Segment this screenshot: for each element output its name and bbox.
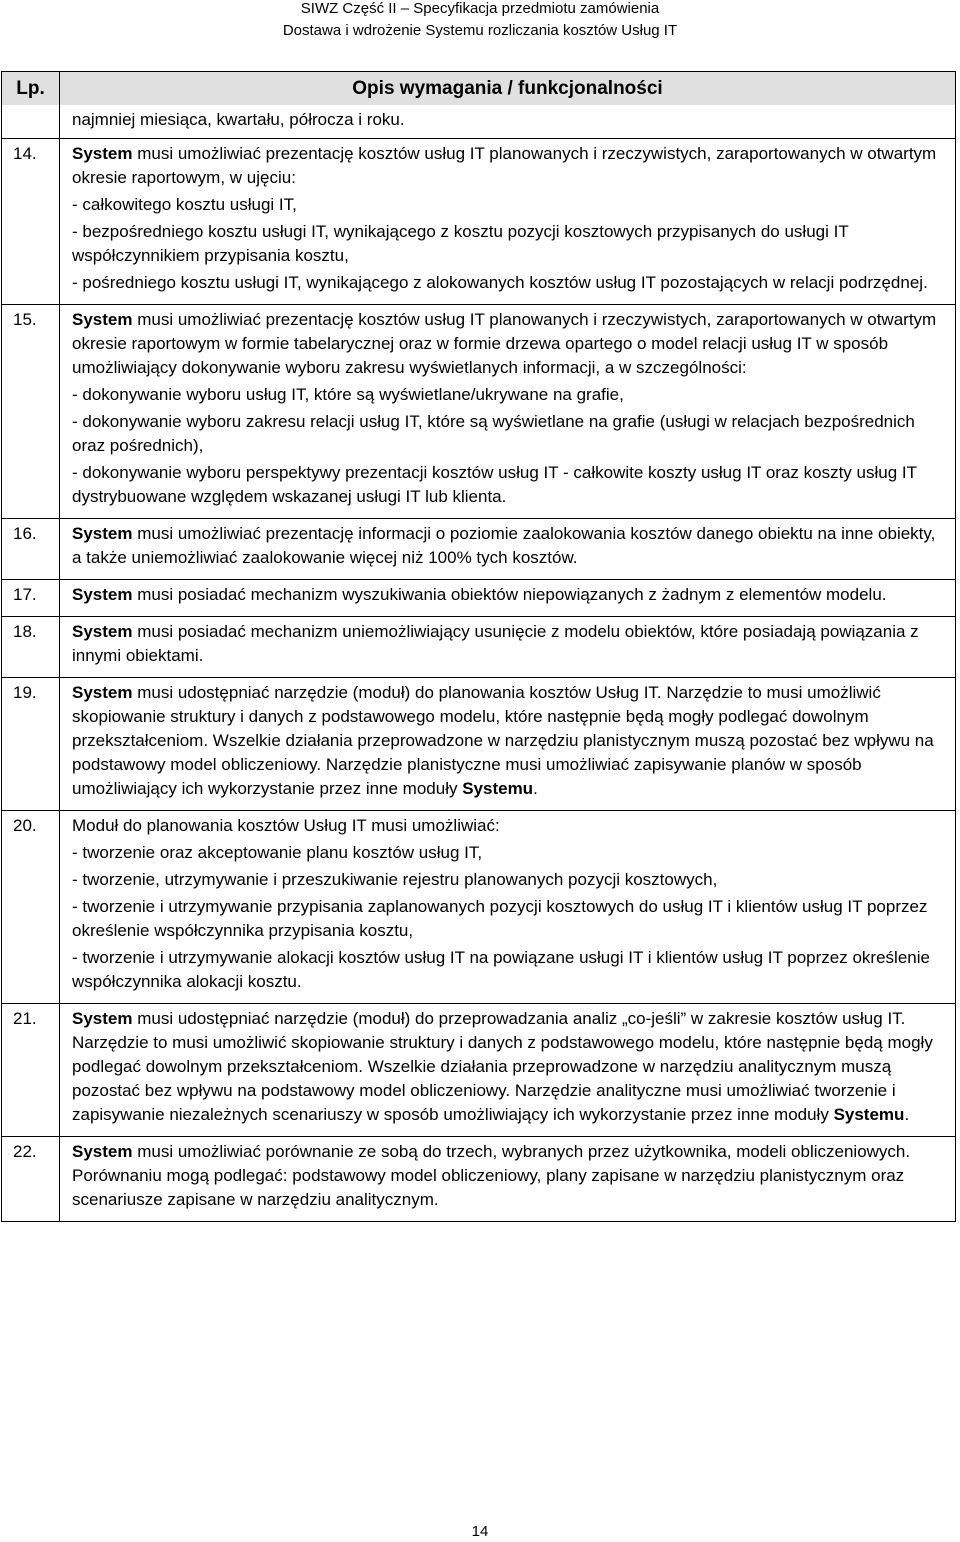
paragraph-text: musi umożliwiać prezentację informacji o poziomie zaalokowania kosztów danego obiektu na inne obiekty, a także uniemożliwiać zaalokowanie więcej niż 100% tych kosztów.	[72, 524, 936, 567]
row-description	[60, 1137, 956, 1222]
row-description	[60, 139, 956, 305]
table-row	[2, 1137, 956, 1222]
requirements-table	[1, 71, 956, 1222]
table-row	[2, 617, 956, 678]
requirement-paragraph	[72, 814, 949, 838]
paragraph-text: musi udostępniać narzędzie (moduł) do przeprowadzania analiz „co-jeśli” w zakresie kosztów usług IT. Narzędzie to musi umożliwić skopiowanie struktury i danych z podstawowego modelu, które następnie będą mogły podlegać dowolnym przekształceniom. Wszelkie działania przeprowadzone w narzędziu analitycznym muszą pozostać bez wpływu na podstawowy model obliczeniowy. Narzędzie analityczne musi umożliwiać tworzenie i zapisywanie niezależnych scenariuszy w sposób umożliwiający ich wykorzystanie przez inne moduły	[72, 1009, 933, 1124]
paragraph-text: - dokonywanie wyboru usług IT, które są wyświetlane/ukrywane na grafie,	[72, 385, 624, 404]
table-row	[2, 139, 956, 305]
requirement-paragraph	[72, 868, 949, 892]
requirement-paragraph	[72, 522, 949, 570]
requirement-paragraph	[72, 383, 949, 407]
row-description	[60, 305, 956, 519]
table-row	[2, 678, 956, 811]
requirement-paragraph	[72, 583, 949, 607]
table-body	[2, 105, 956, 1222]
system-keyword: System	[72, 622, 133, 641]
system-keyword: System	[72, 1142, 133, 1161]
paragraph-tail: .	[904, 1105, 910, 1124]
requirement-paragraph	[72, 1140, 949, 1212]
paragraph-text: - bezpośredniego kosztu usługi IT, wynikającego z kosztu pozycji kosztowych przypisanych do usługi IT współczynnikiem przypisania kosztu,	[72, 222, 849, 265]
paragraph-text: musi udostępniać narzędzie (moduł) do planowania kosztów Usług IT. Narzędzie to musi umożliwić skopiowanie struktury i danych z podstawowego modelu, które następnie będą mogły podlegać dowolnym przekształceniom. Wszelkie działania przeprowadzone w narzędziu planistycznym muszą pozostać bez wpływu na podstawowy model obliczeniowy. Narzędzie planistyczne musi umożliwiać zapisywanie planów w sposób umożliwiający ich wykorzystanie przez inne moduły	[72, 683, 934, 798]
requirement-paragraph	[72, 193, 949, 217]
paragraph-text: Moduł do planowania kosztów Usług IT musi umożliwiać:	[72, 816, 500, 835]
system-keyword: System	[72, 683, 133, 702]
requirement-paragraph	[72, 1007, 949, 1127]
requirement-paragraph	[72, 461, 949, 509]
requirement-paragraph	[72, 271, 949, 295]
column-header-description: Opis wymagania / funkcjonalności	[60, 72, 956, 106]
row-description	[60, 105, 956, 139]
row-description	[60, 519, 956, 580]
system-keyword: Systemu	[462, 779, 534, 798]
system-keyword: System	[72, 310, 133, 329]
requirement-paragraph	[72, 841, 949, 865]
table-row	[2, 1004, 956, 1137]
row-number: 18.	[2, 617, 60, 678]
requirement-paragraph	[72, 946, 949, 994]
system-keyword: Systemu	[833, 1105, 905, 1124]
requirement-paragraph	[72, 895, 949, 943]
row-description	[60, 811, 956, 1004]
page-number: 14	[471, 1523, 489, 1540]
requirement-paragraph	[72, 308, 949, 380]
row-description	[60, 1004, 956, 1137]
row-number: 19.	[2, 678, 60, 811]
column-header-lp: Lp.	[2, 72, 60, 106]
table-header-row	[2, 72, 956, 106]
table-row	[2, 519, 956, 580]
paragraph-text: - dokonywanie wyboru zakresu relacji usług IT, które są wyświetlane na grafie (usługi w relacjach bezpośrednich oraz pośrednich),	[72, 412, 915, 455]
table-row	[2, 811, 956, 1004]
row-number: 17.	[2, 580, 60, 617]
row-number: 22.	[2, 1137, 60, 1222]
system-keyword: System	[72, 144, 133, 163]
system-keyword: System	[72, 585, 133, 604]
system-keyword: System	[72, 524, 133, 543]
paragraph-text: - tworzenie oraz akceptowanie planu kosztów usług IT,	[72, 843, 483, 862]
paragraph-text: - całkowitego kosztu usługi IT,	[72, 195, 297, 214]
header-subtitle: Dostawa i wdrożenie Systemu rozliczania kosztów Usług IT	[282, 22, 678, 39]
row-number: 21.	[2, 1004, 60, 1137]
row-description	[60, 580, 956, 617]
row-number: 16.	[2, 519, 60, 580]
paragraph-text: musi posiadać mechanizm uniemożliwiający usunięcie z modelu obiektów, które posiadają powiązania z innymi obiektami.	[72, 622, 919, 665]
paragraph-text: - tworzenie i utrzymywanie przypisania zaplanowanych pozycji kosztowych do usług IT i klientów usług IT poprzez określenie współczynnika przypisania kosztu,	[72, 897, 928, 940]
row-number: 14.	[2, 139, 60, 305]
requirement-paragraph	[72, 220, 949, 268]
paragraph-text: - dokonywanie wyboru perspektywy prezentacji kosztów usług IT - całkowite koszty usług IT oraz koszty usług IT dystrybuowane względem wskazanej usługi IT lub klienta.	[72, 463, 917, 506]
requirement-paragraph	[72, 142, 949, 190]
row-description	[60, 617, 956, 678]
requirement-paragraph	[72, 681, 949, 801]
paragraph-text: - tworzenie, utrzymywanie i przeszukiwanie rejestru planowanych pozycji kosztowych,	[72, 870, 718, 889]
paragraph-text: musi umożliwiać prezentację kosztów usług IT planowanych i rzeczywistych, zaraportowanych w otwartym okresie raportowym w formie tabelarycznej oraz w formie drzewa opartego o model relacji usług IT w sposób umożliwiający dokonywanie wyboru zakresu wyświetlanych informacji, a w szczególności:	[72, 310, 937, 377]
row-description	[60, 678, 956, 811]
system-keyword: System	[72, 1009, 133, 1028]
requirement-paragraph	[72, 620, 949, 668]
table-row	[2, 580, 956, 617]
paragraph-text: musi umożliwiać porównanie ze sobą do trzech, wybranych przez użytkownika, modeli obliczeniowych. Porównaniu mogą podlegać: podstawowy model obliczeniowy, plany zapisane w narzędziu planistycznym oraz scenariusze zapisane w narzędziu analitycznym.	[72, 1142, 911, 1209]
paragraph-text: musi umożliwiać prezentację kosztów usług IT planowanych i rzeczywistych, zaraportowanych w otwartym okresie raportowym, w ujęciu:	[72, 144, 937, 187]
paragraph-text: musi posiadać mechanizm wyszukiwania obiektów niepowiązanych z żadnym z elementów modelu.	[132, 585, 887, 604]
continuation-text: najmniej miesiąca, kwartału, półrocza i roku.	[72, 110, 405, 129]
paragraph-tail: .	[533, 779, 538, 798]
header-title: SIWZ Część II – Specyfikacja przedmiotu zamówienia	[300, 0, 660, 17]
paragraph-text: - pośredniego kosztu usługi IT, wynikającego z alokowanych kosztów usług IT pozostających w relacji podrzędnej.	[72, 273, 928, 292]
row-number: 15.	[2, 305, 60, 519]
table-row	[2, 305, 956, 519]
row-number: 20.	[2, 811, 60, 1004]
requirement-paragraph	[72, 410, 949, 458]
continuation-row	[2, 105, 956, 139]
paragraph-text: - tworzenie i utrzymywanie alokacji kosztów usług IT na powiązane usługi IT i klientów usług IT poprzez określenie współczynnika alokacji kosztu.	[72, 948, 930, 991]
row-number	[2, 105, 60, 139]
